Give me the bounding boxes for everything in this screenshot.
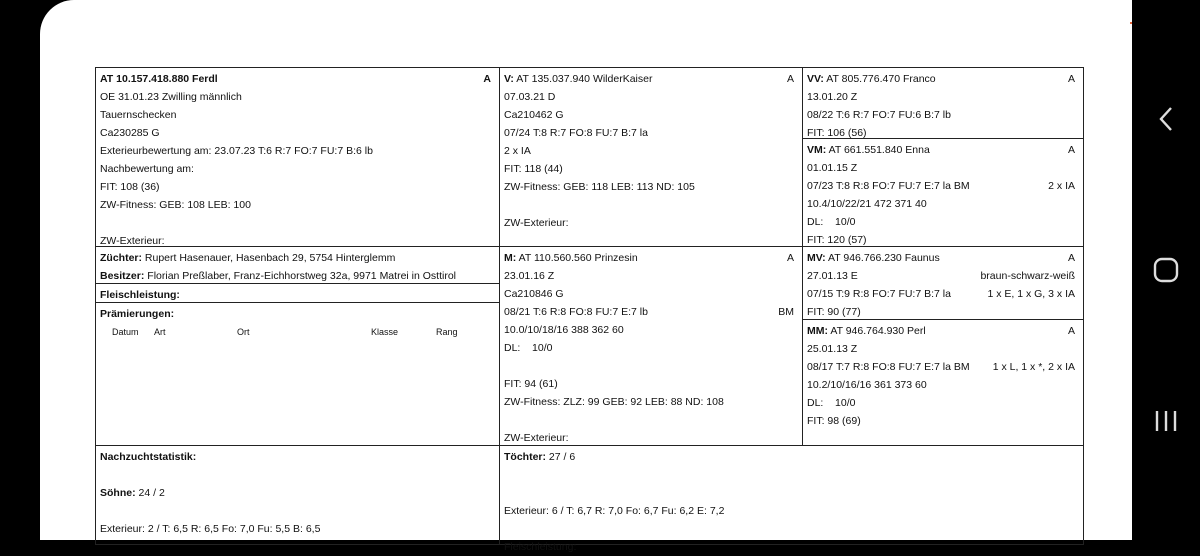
sire-zw-fitness: ZW-Fitness: GEB: 118 LEB: 113 ND: 105: [504, 181, 695, 193]
mm-eval: 08/17 T:7 R:8 FO:8 FU:7 E:7 la BM: [807, 361, 970, 373]
mm-eval-right: 1 x L, 1 x *, 2 x IA: [992, 361, 1075, 373]
sons-ext: Exterieur: 2 / T: 6,5 R: 6,5 Fo: 7,0 Fu: 5,5 B: 6,5: [100, 523, 321, 535]
daughters-ext: Exterieur: 6 / T: 6,7 R: 7,0 Fo: 6,7 Fu: 6,2 E: 7,2: [504, 505, 725, 517]
daughters-value: 27 / 6: [548, 451, 576, 463]
mm-fit: FIT: 98 (69): [807, 415, 861, 427]
back-icon: [1157, 105, 1175, 133]
dam-perf: 10.0/10/18/16 388 362 60: [504, 324, 624, 336]
vm-born: 01.01.15 Z: [807, 162, 858, 174]
vm-label: VM:: [807, 144, 827, 156]
awards-col-place: Ort: [237, 327, 250, 337]
meat-label: Fleischleistung:: [100, 289, 180, 301]
animal-ext-eval: Exterieurbewertung am: 23.07.23 T:6 R:7 FO:7 FU:7 B:6 lb: [100, 145, 373, 157]
home-icon: [1153, 257, 1179, 283]
owner-label: Besitzer:: [100, 270, 145, 282]
vm-eval-right: 2 x IA: [1048, 180, 1075, 192]
offspring-sons-cell: [95, 445, 500, 545]
sire-title: AT 135.037.940 WilderKaiser: [516, 73, 653, 85]
sire-label: V:: [504, 73, 514, 85]
sire-fit: FIT: 118 (44): [504, 163, 563, 175]
vm-perf: 10.4/10/22/21 472 371 40: [807, 198, 927, 210]
animal-fit: FIT: 108 (36): [100, 181, 160, 193]
recents-button[interactable]: [1132, 408, 1200, 434]
vm-cell: [802, 138, 1084, 247]
vv-cell: [802, 67, 1084, 139]
animal-re-eval: Nachbewertung am:: [100, 163, 194, 175]
animal-zw-fitness: ZW-Fitness: GEB: 108 LEB: 100: [100, 199, 251, 211]
vm-eval: 07/23 T:8 R:8 FO:7 FU:7 E:7 la BM: [807, 180, 970, 192]
mv-eval: 07/15 T:9 R:8 FO:7 FU:7 B:7 la: [807, 288, 951, 300]
vv-fit: FIT: 106 (56): [807, 127, 867, 139]
animal-zw-ext: ZW-Exterieur:: [100, 235, 165, 247]
sire-zw-ext: ZW-Exterieur:: [504, 217, 569, 229]
vm-dl-value: 10/0: [835, 216, 856, 228]
sire-ia: 2 x IA: [504, 145, 531, 157]
dam-eval-right: BM: [778, 306, 794, 318]
mm-perf: 10.2/10/16/16 361 373 60: [807, 379, 927, 391]
mm-cell: [802, 319, 1084, 446]
home-button[interactable]: [1132, 257, 1200, 283]
offspring-daughters-cell: [499, 445, 1084, 553]
breeder-value: Rupert Hasenauer, Hasenbach 29, 5754 Hinterglemm: [144, 252, 396, 264]
mv-eval-right: 1 x E, 1 x G, 3 x IA: [987, 288, 1075, 300]
animal-ca: Ca230285 G: [100, 127, 160, 139]
mm-label: MM:: [807, 325, 828, 337]
awards-cell: [95, 302, 500, 446]
dam-fit: FIT: 94 (61): [504, 378, 558, 390]
dam-ca: Ca210846 G: [504, 288, 564, 300]
awards-col-class: Klasse: [371, 327, 399, 337]
daughters-label: Töchter:: [504, 451, 546, 463]
dam-dl-label: DL:: [504, 342, 521, 354]
animal-title: AT 10.157.418.880 Ferdl A: [100, 70, 495, 88]
sons-value: 24 / 2: [138, 487, 165, 499]
vm-dl-label: DL:: [807, 216, 824, 228]
dam-label: M:: [504, 252, 517, 264]
mv-title: AT 946.766.230 Faunus: [828, 252, 940, 264]
vm-grade: A: [1067, 144, 1075, 156]
offspring-label: Nachzuchtstatistik:: [100, 451, 197, 463]
mv-cell: [802, 246, 1084, 320]
vv-born: 13.01.20 Z: [807, 91, 858, 103]
mv-fit: FIT: 90 (77): [807, 306, 861, 318]
dam-cell: [499, 246, 803, 446]
vv-grade: A: [1067, 73, 1075, 85]
dam-eval: 08/21 T:6 R:8 FO:8 FU:7 E:7 lb: [504, 306, 648, 318]
mv-born-right: braun-schwarz-weiß: [980, 270, 1075, 282]
navigation-bar: [1132, 0, 1200, 540]
sire-grade: A: [786, 73, 794, 85]
vv-label: VV:: [807, 73, 824, 85]
vm-title: AT 661.551.840 Enna: [828, 144, 930, 156]
recents-icon: [1153, 408, 1179, 434]
mm-title: AT 946.764.930 Perl: [830, 325, 926, 337]
vm-fit: FIT: 120 (57): [807, 234, 867, 246]
sire-eval: 07/24 T:8 R:7 FO:8 FU:7 B:7 la: [504, 127, 648, 139]
animal-cell: [95, 67, 500, 247]
awards-label: Prämierungen:: [100, 308, 175, 320]
dam-grade: A: [786, 252, 794, 264]
owner-cell: [95, 246, 500, 284]
dam-dl-value: 10/0: [532, 342, 553, 354]
animal-born: OE 31.01.23 Zwilling männlich: [100, 91, 242, 103]
sire-cell: [499, 67, 803, 247]
mv-born: 27.01.13 E: [807, 270, 858, 282]
mm-dl-value: 10/0: [835, 397, 856, 409]
dam-title: AT 110.560.560 Prinzesin: [518, 252, 638, 264]
vv-eval: 08/22 T:6 R:7 FO:7 FU:6 B:7 lb: [807, 109, 951, 121]
animal-grade: A: [483, 73, 491, 85]
mm-born: 25.01.13 Z: [807, 343, 858, 355]
dam-born: 23.01.16 Z: [504, 270, 555, 282]
owner-value: Florian Preßlaber, Franz-Eichhorstweg 32a, 9971 Matrei in Osttirol: [147, 270, 456, 282]
dam-zw-ext: ZW-Exterieur:: [504, 432, 569, 444]
awards-col-rank: Rang: [436, 327, 458, 337]
mv-label: MV:: [807, 252, 826, 264]
awards-col-date: Datum: [112, 327, 139, 337]
mm-dl-label: DL:: [807, 397, 824, 409]
mv-grade: A: [1067, 252, 1075, 264]
sire-ca: Ca210462 G: [504, 109, 564, 121]
daughters-meat: Fleischleistung:: [504, 541, 577, 553]
sons-label: Söhne:: [100, 487, 136, 499]
awards-col-type: Art: [154, 327, 166, 337]
meat-cell: [95, 283, 500, 303]
awards-header: [100, 323, 495, 337]
mm-grade: A: [1067, 325, 1075, 337]
breeder-label: Züchter:: [100, 252, 142, 264]
dam-zw-fitness: ZW-Fitness: ZLZ: 99 GEB: 92 LEB: 88 ND: 108: [504, 396, 724, 408]
vv-title: AT 805.776.470 Franco: [826, 73, 936, 85]
animal-breed: Tauernschecken: [100, 109, 177, 121]
back-button[interactable]: [1132, 105, 1200, 133]
sire-born: 07.03.21 D: [504, 91, 556, 103]
